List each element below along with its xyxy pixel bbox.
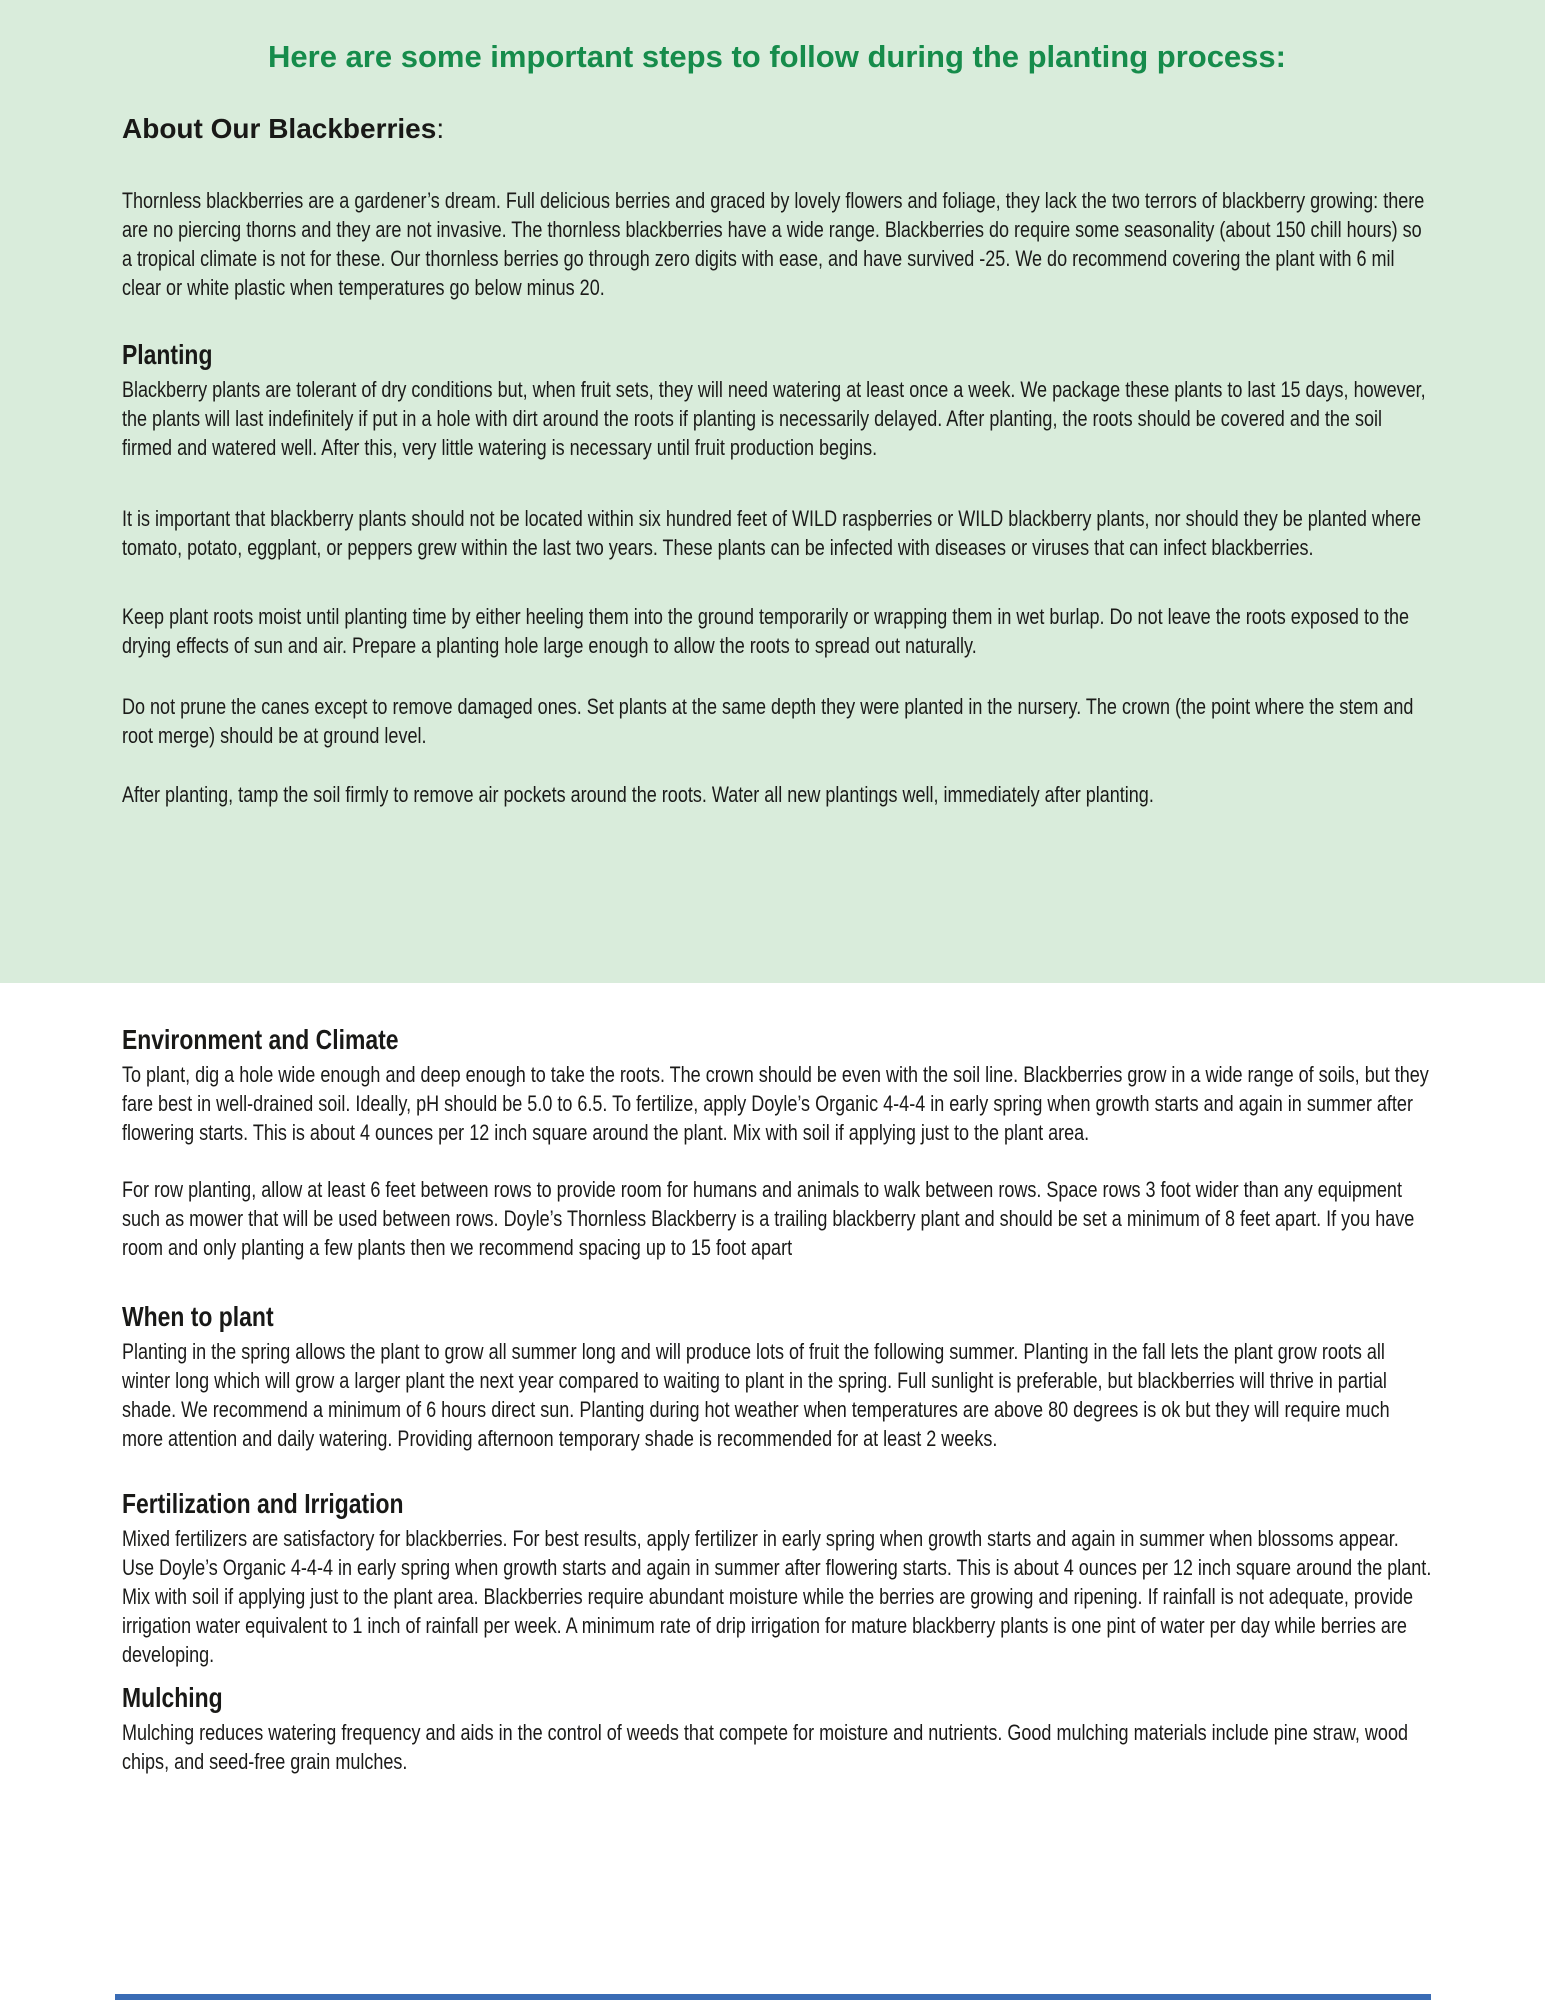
paragraph-when-to-plant-1: Planting in the spring allows the plant to grow all summer long and will produce lots of fruit the following summer. Planting in the fall lets the plant grow roots all winter long which will grow a larger plant the next year compared to waiting to plant in the spring. Full sunlight is preferable, but blackberries will thrive in partial shade. We recommend a minimum of 6 hours direct sun. Planting during hot weather when temperatures are above 80 degrees is ok but they will require much more attention and daily watering. Providing afternoon temporary shade is recommended for at least 2 weeks. — [122, 1339, 1390, 1451]
section-heading-about — [122, 112, 1545, 146]
section-heading-about-colon: : — [436, 113, 445, 144]
section-heading-planting: Planting — [122, 339, 213, 370]
paragraph-fertilization-1: Mixed fertilizers are satisfactory for blackberries. For best results, apply fertilizer in early spring when growth starts and again in summer when blossoms appear. Use Doyle’s Organic 4-4-4 in early spring when growth starts and again in summer after flowering starts. This is about 4 ounces per 12 inch square around the plant. Mix with soil if applying just to the plant area. Blackberries require abundant moisture while the berries are growing and ripening. If rainfall is not adequate, provide irrigation water equivalent to 1 inch of rainfall per week. A minimum rate of drip irrigation for mature blackberry plants is one pint of water per day while berries are developing. — [122, 1526, 1432, 1667]
paragraph-planting-4: Do not prune the canes except to remove damaged ones. Set plants at the same depth they were planted in the nursery. The crown (the point where the stem and root merge) should be at ground level. — [122, 694, 1414, 748]
paragraph-planting-1: Blackberry plants are tolerant of dry conditions but, when fruit sets, they will need watering at least once a week. We package these plants to last 15 days, however, the plants will last indefinitely if put in a hole with dirt around the roots if planting is necessarily delayed. After planting, the roots should be covered and the soil firmed and watered well. After this, very little watering is necessary until fruit production begins. — [122, 377, 1426, 460]
bottom-white-section — [0, 983, 1545, 1776]
paragraph-planting-5: After planting, tamp the soil firmly to remove air pockets around the roots. Water all new plantings well, immediately after planting. — [122, 782, 1154, 807]
section-heading-fertilization: Fertilization and Irrigation — [122, 1488, 404, 1519]
paragraph-mulching-1: Mulching reduces watering frequency and aids in the control of weeds that compete for moisture and nutrients. Good mulching materials include pine straw, wood chips, and seed-free grain mulches. — [122, 1720, 1408, 1774]
page-title: Here are some important steps to follow during the planting process: — [268, 39, 1286, 74]
paragraph-environment-1: To plant, dig a hole wide enough and deep enough to take the roots. The crown should be even with the soil line. Blackberries grow in a wide range of soils, but they fare best in well-drained soil. Ideally, pH should be 5.0 to 6.5. To fertilize, apply Doyle’s Organic 4-4-4 in early spring when growth starts and again in summer after flowering starts. This is about 4 ounces per 12 inch square around the plant. Mix with soil if applying just to the plant area. — [122, 1062, 1429, 1145]
section-heading-when-to-plant: When to plant — [122, 1301, 274, 1332]
section-heading-about-text: About Our Blackberries — [122, 113, 437, 144]
bottom-blue-bar — [115, 1994, 1431, 2000]
paragraph-environment-2: For row planting, allow at least 6 feet between rows to provide room for humans and animals to walk between rows. Space rows 3 foot wider than any equipment such as mower that will be used between rows. Doyle’s Thornless Blackberry is a trailing blackberry plant and should be set a minimum of 8 feet apart. If you have room and only planting a few plants then we recommend spacing up to 15 foot apart — [122, 1177, 1415, 1260]
paragraph-planting-2: It is important that blackberry plants should not be located within six hundred feet of WILD raspberries or WILD blackberry plants, nor should they be planted where tomato, potato, eggplant, or peppers grew within the last two years. These plants can be infected with diseases or viruses that can infect blackberries. — [122, 506, 1421, 560]
paragraph-about-1: Thornless blackberries are a gardener’s dream. Full delicious berries and graced by lovely flowers and foliage, they lack the two terrors of blackberry growing: there are no piercing thorns and they are not invasive. The thornless blackberries have a wide range. Blackberries do require some seasonality (about 150 chill hours) so a tropical climate is not for these. Our thornless berries go through zero digits with ease, and have survived -25. We do recommend covering the plant with 6 mil clear or white plastic when temperatures go below minus 20. — [122, 188, 1425, 300]
top-green-section — [0, 0, 1545, 983]
paragraph-planting-3: Keep plant roots moist until planting time by either heeling them into the ground temporarily or wrapping them in wet burlap. Do not leave the roots exposed to the drying effects of sun and air. Prepare a planting hole large enough to allow the roots to spread out naturally. — [122, 604, 1410, 658]
section-heading-environment: Environment and Climate — [122, 1024, 399, 1055]
section-heading-mulching: Mulching — [122, 1682, 223, 1713]
